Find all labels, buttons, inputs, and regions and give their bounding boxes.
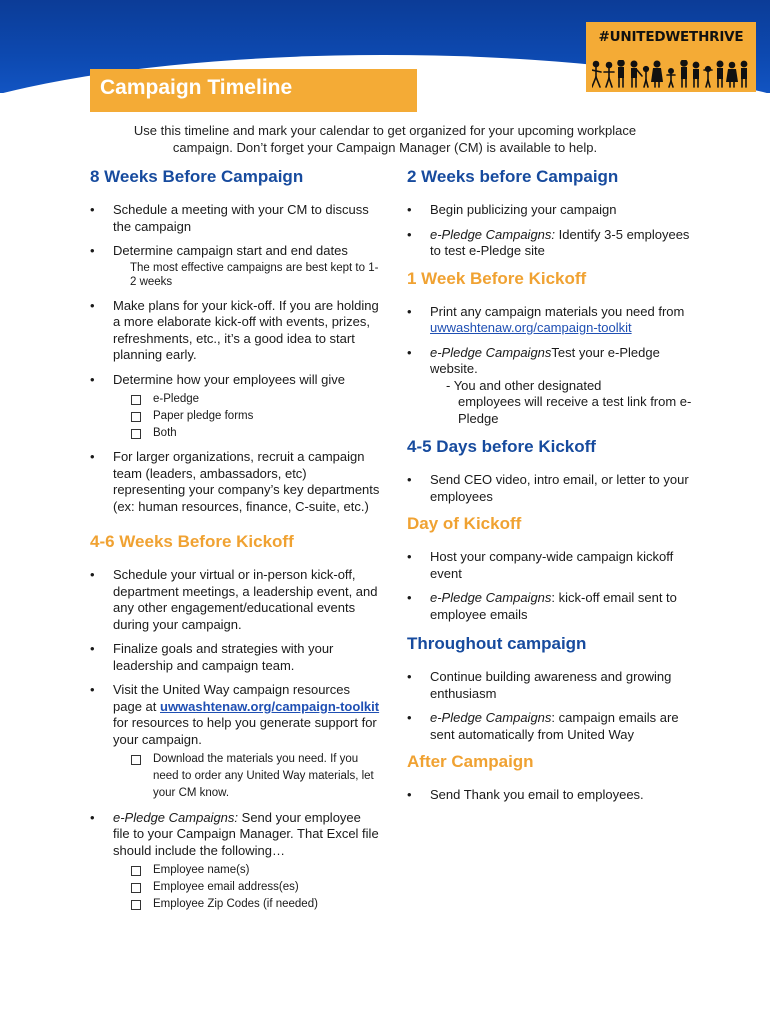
page-title-box — [90, 69, 417, 112]
list-item — [90, 641, 380, 674]
list-item — [407, 304, 697, 337]
item-text: Finalize goals and strategies with your leadership and campaign team. — [113, 641, 334, 673]
checkbox-list — [113, 391, 380, 441]
checkbox-employee-name[interactable]: Employee name(s) — [113, 862, 380, 879]
list-item — [407, 345, 697, 428]
section-heading: 2 Weeks before Campaign — [407, 167, 619, 186]
section-1-week — [407, 268, 697, 428]
epledge-label: e-Pledge Campaigns — [430, 344, 552, 360]
logo-hashtag: #UNITEDWETHRIVE — [598, 29, 744, 45]
intro-text: Use this timeline and mark your calendar to get organized for your upcoming workplace campaign. Don’t forget your Campaign Manager (CM) is available to help. — [133, 123, 637, 155]
sub-note: - You and other designated — [446, 377, 602, 393]
left-column — [90, 166, 380, 921]
bullet-list — [90, 202, 380, 515]
item-text: Determine campaign start and end dates — [113, 243, 348, 258]
item-text: Identify 3-5 employees to test e-Pledge site — [430, 226, 690, 258]
item-text: Send Thank you email to employees. — [430, 787, 644, 802]
section-2-weeks — [407, 166, 697, 260]
epledge-label: e-Pledge Campaigns: — [113, 809, 239, 825]
section-heading: 4-5 Days before Kickoff — [407, 437, 596, 456]
list-item — [90, 810, 380, 913]
bullet-list — [407, 472, 697, 505]
epledge-label: e-Pledge Campaigns: — [430, 226, 556, 242]
item-text: Visit the United Way campaign resources page at — [113, 682, 350, 714]
item-text: Send your employee file to your Campaign Manager. That Excel file should include the following… — [113, 809, 379, 858]
checkbox-list — [113, 862, 380, 912]
sub-note: employees will receive a test link from e-Pledge — [458, 394, 692, 426]
list-item — [407, 710, 697, 743]
list-item — [90, 567, 380, 633]
list-item — [407, 202, 697, 219]
list-item — [90, 298, 380, 364]
list-item — [90, 202, 380, 235]
checkbox-option-epledge[interactable]: e-Pledge — [113, 391, 380, 408]
item-text: : kick-off email sent to employee emails — [430, 590, 677, 622]
section-heading: After Campaign — [407, 752, 534, 771]
item-note: The most effective campaigns are best kept to 1-2 weeks — [130, 261, 379, 288]
checkbox-employee-email[interactable]: Employee email address(es) — [113, 879, 380, 896]
united-we-thrive-logo — [586, 22, 756, 92]
bullet-list — [407, 202, 697, 260]
item-text: For larger organizations, recruit a campaign team (leaders, ambassadors, etc) representing your company’s key departments (ex: human resources, finance, C-suite, etc.) — [113, 449, 380, 514]
people-figures-icon — [592, 60, 750, 88]
item-text: Host your company-wide campaign kickoff event — [430, 549, 674, 581]
item-text: Determine how your employees will give — [113, 371, 345, 387]
item-text: : campaign emails are sent automatically from United Way — [430, 710, 679, 742]
bullet-list — [90, 567, 380, 912]
section-heading: 8 Weeks Before Campaign — [90, 167, 304, 186]
list-item — [407, 787, 697, 804]
campaign-toolkit-link[interactable]: uwwashtenaw.org/campaign-toolkit — [160, 698, 380, 714]
bullet-list — [407, 549, 697, 623]
campaign-toolkit-link[interactable]: uwwashtenaw.org/campaign-toolkit — [430, 320, 632, 335]
item-text: Test your e-Pledge website. — [430, 344, 660, 376]
list-item — [90, 243, 380, 290]
list-item — [407, 227, 697, 260]
section-throughout — [407, 633, 697, 743]
item-text: Make plans for your kick-off. If you are holding a more elaborate kick-off with events, prizes, refreshments, etc., it’s a good idea to start planning early. — [113, 297, 379, 362]
right-column — [407, 166, 697, 812]
section-heading: Day of Kickoff — [407, 514, 522, 533]
list-item — [90, 372, 380, 442]
list-item — [90, 682, 380, 801]
epledge-label: e-Pledge Campaigns — [430, 590, 552, 605]
checkbox-option-both[interactable]: Both — [113, 425, 380, 442]
item-text: Schedule a meeting with your CM to discuss the campaign — [113, 202, 369, 234]
list-item — [407, 472, 697, 505]
section-day-of-kickoff — [407, 513, 697, 623]
epledge-label: e-Pledge Campaigns — [430, 710, 552, 725]
item-text: Schedule your virtual or in-person kick-off, department meetings, a leadership event, and any other engagement/educational events during your campaign. — [113, 567, 378, 632]
bullet-list — [407, 669, 697, 743]
checkbox-list — [113, 751, 380, 801]
section-heading: 4-6 Weeks Before Kickoff — [90, 532, 294, 552]
list-item — [407, 549, 697, 582]
list-item — [407, 669, 697, 702]
item-text: Send CEO video, intro email, or letter to your employees — [430, 472, 689, 504]
section-heading: 1 Week Before Kickoff — [407, 268, 587, 288]
list-item — [90, 449, 380, 515]
item-text: Continue building awareness and growing enthusiasm — [430, 669, 672, 701]
section-heading: Throughout campaign — [407, 634, 587, 653]
section-4-5-days — [407, 436, 697, 505]
item-text: Print any campaign materials you need from — [430, 303, 685, 319]
section-after-campaign — [407, 751, 697, 804]
checkbox-option-paper[interactable]: Paper pledge forms — [113, 408, 380, 425]
bullet-list — [407, 304, 697, 428]
checkbox-employee-zip[interactable]: Employee Zip Codes (if needed) — [113, 896, 380, 913]
list-item — [407, 590, 697, 623]
checkbox-download-materials[interactable]: Download the materials you need. If you need to order any United Way materials, let your CM know. — [113, 751, 380, 801]
page-title: Campaign Timeline — [100, 76, 293, 99]
item-text: Begin publicizing your campaign — [430, 202, 617, 217]
section-4-6-weeks — [90, 531, 380, 912]
bullet-list — [407, 787, 697, 804]
item-text: for resources to help you generate support for your campaign. — [113, 715, 377, 747]
section-8-weeks — [90, 166, 380, 515]
